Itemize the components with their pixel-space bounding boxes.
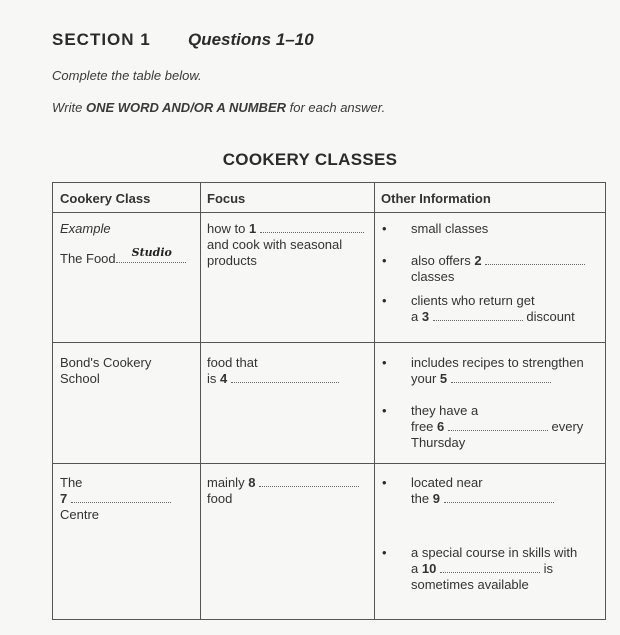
info-text: discount bbox=[526, 309, 575, 324]
header-other-information: Other Information bbox=[381, 191, 491, 206]
answer-blank-4 bbox=[231, 371, 339, 383]
bullet: • bbox=[382, 355, 387, 370]
class-bonds-cookery-school: Bond's Cookery School bbox=[60, 355, 152, 386]
bullet: • bbox=[382, 403, 387, 418]
info-text: sometimes available bbox=[411, 577, 529, 592]
info-text: clients who return get bbox=[411, 293, 535, 308]
info-clients-return bbox=[411, 293, 606, 325]
info-text: includes recipes to strengthen bbox=[411, 355, 584, 370]
instruction-line-2 bbox=[52, 100, 385, 115]
info-text: Thursday bbox=[411, 435, 466, 450]
class-name-text: The Food bbox=[60, 251, 116, 266]
answer-blank-2 bbox=[485, 253, 585, 265]
info-text: is bbox=[543, 561, 553, 576]
question-number-2: 2 bbox=[474, 253, 482, 268]
info-text: the bbox=[411, 491, 430, 506]
info-small-classes: small classes bbox=[411, 221, 489, 236]
row-divider bbox=[53, 342, 605, 343]
bullet: • bbox=[382, 253, 387, 268]
question-number-7: 7 bbox=[60, 491, 68, 506]
focus-text: and cook with seasonal products bbox=[207, 237, 343, 268]
focus-row1 bbox=[207, 221, 367, 269]
bullet: • bbox=[382, 221, 387, 236]
info-text: classes bbox=[411, 269, 455, 284]
row-divider bbox=[53, 212, 605, 213]
column-divider bbox=[374, 183, 375, 619]
section-title: SECTION 1 bbox=[52, 30, 151, 49]
instruction-post: for each answer. bbox=[286, 100, 386, 115]
info-text: free bbox=[411, 419, 434, 434]
class-text: Centre bbox=[60, 507, 100, 522]
question-number-8: 8 bbox=[248, 475, 256, 490]
answer-blank-7 bbox=[71, 491, 171, 503]
question-number-10: 10 bbox=[421, 561, 437, 576]
info-text: also offers bbox=[411, 253, 471, 268]
info-text: a bbox=[411, 309, 419, 324]
class-row3 bbox=[60, 475, 190, 523]
question-number-6: 6 bbox=[437, 419, 445, 434]
answer-blank-8 bbox=[259, 475, 359, 487]
class-text: The bbox=[60, 475, 83, 490]
info-free-every-thursday bbox=[411, 403, 606, 451]
info-text: every bbox=[551, 419, 584, 434]
bullet: • bbox=[382, 545, 387, 560]
answer-blank-6 bbox=[448, 419, 548, 431]
table-title: COOKERY CLASSES bbox=[222, 150, 398, 169]
question-number-9: 9 bbox=[432, 491, 440, 506]
section-questions: Questions 1–10 bbox=[188, 30, 314, 49]
info-text: a special course in skills with bbox=[411, 545, 578, 560]
focus-text: mainly bbox=[207, 475, 245, 490]
question-number-3: 3 bbox=[421, 309, 430, 324]
info-also-offers bbox=[411, 253, 601, 285]
focus-text: food bbox=[207, 491, 233, 506]
focus-text: food that bbox=[207, 355, 258, 370]
instruction-line-1: Complete the table below. bbox=[52, 68, 202, 83]
info-text: they have a bbox=[411, 403, 479, 418]
instruction-bold: ONE WORD AND/OR A NUMBER bbox=[85, 100, 286, 115]
info-located-near bbox=[411, 475, 606, 507]
answer-blank-5 bbox=[451, 371, 551, 383]
class-the-food bbox=[60, 246, 186, 267]
question-number-1: 1 bbox=[248, 221, 257, 236]
question-number-5: 5 bbox=[439, 371, 448, 386]
info-text: your bbox=[411, 371, 437, 386]
row-divider bbox=[53, 463, 605, 464]
info-recipes bbox=[411, 355, 606, 387]
handwritten-answer: Studio bbox=[131, 246, 172, 259]
header-cookery-class: Cookery Class bbox=[60, 191, 151, 206]
answer-blank bbox=[116, 246, 186, 263]
example-label: Example bbox=[60, 221, 111, 236]
column-divider bbox=[200, 183, 201, 619]
cookery-table bbox=[52, 182, 606, 620]
info-special-course bbox=[411, 545, 606, 593]
bullet: • bbox=[382, 475, 387, 490]
answer-blank-10 bbox=[440, 561, 540, 573]
info-text: located near bbox=[411, 475, 483, 490]
header-focus: Focus bbox=[207, 191, 246, 206]
focus-row2 bbox=[207, 355, 367, 387]
bullet: • bbox=[382, 293, 387, 308]
info-text: a bbox=[411, 561, 419, 576]
focus-row3 bbox=[207, 475, 372, 507]
focus-text: is bbox=[207, 371, 217, 386]
question-number-4: 4 bbox=[220, 371, 228, 386]
instruction-pre: Write bbox=[52, 100, 86, 115]
focus-text: how to bbox=[207, 221, 246, 236]
answer-blank-1 bbox=[260, 221, 364, 233]
answer-blank-3 bbox=[433, 309, 523, 321]
answer-blank-9 bbox=[444, 491, 554, 503]
